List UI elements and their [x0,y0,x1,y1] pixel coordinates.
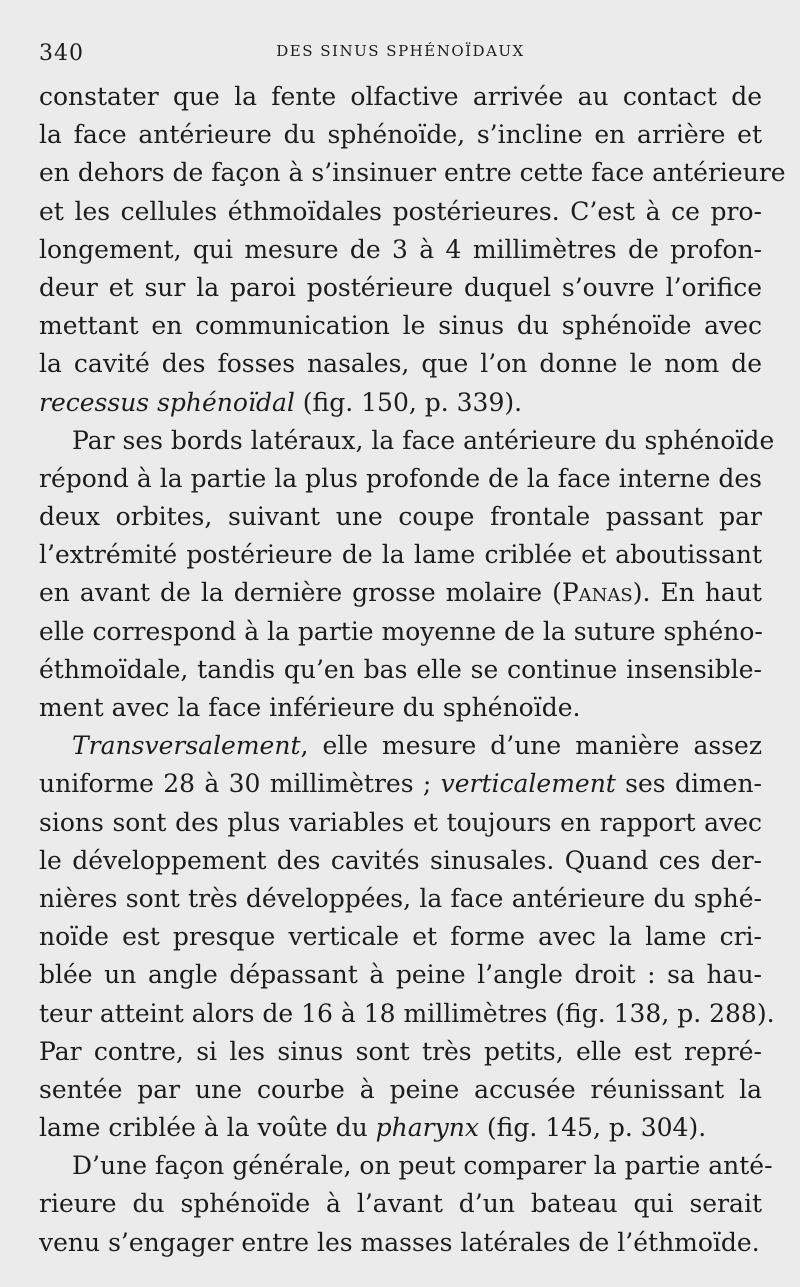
text-segment: longement, qui mesure de 3 à 4 millimètres de profon- [39,234,762,264]
text-line [39,1185,762,1223]
text-segment: teur atteint alors de 16 à 18 millimètres (fig. 138, p. 288). [39,998,775,1028]
italic-text: verticalement [440,769,616,799]
text-segment: deux orbites, suivant une coupe frontale passant par [39,502,762,532]
italic-text: pharynx [375,1113,479,1143]
text-line [39,498,762,536]
text-segment: répond à la partie la plus profonde de la face interne des [39,463,762,493]
text-line [39,307,762,345]
text-line [39,422,775,460]
text-segment: éthmoïdale, tandis qu’en bas elle se continue insensible- [39,654,762,684]
text-line [39,1033,762,1071]
text-segment: et les cellules éthmoïdales postérieures. C’est à ce pro- [39,196,762,226]
text-line [39,231,762,269]
text-line [39,1224,762,1262]
text-segment: la cavité des fosses nasales, que l’on donne le nom de [39,349,762,379]
text-line [39,613,762,651]
text-line [39,345,762,383]
text-segment: (fig. 150, p. 339). [294,387,523,417]
italic-text: recessus sphénoïdal [39,387,295,417]
text-segment: blée un angle dépassant à peine l’angle droit : sa hau- [39,960,762,990]
text-line [39,765,762,803]
text-line [39,1109,762,1147]
text-segment: mettant en communication le sinus du sphénoïde avec [39,311,762,341]
text-segment: constater que la fente olfactive arrivée au contact de [39,82,762,111]
text-segment: elle correspond à la partie moyenne de la suture sphéno- [39,616,763,646]
text-line [39,1071,762,1109]
running-title: DES SINUS SPHÉNOÏDAUX [276,42,525,60]
author-name: Panas [561,578,633,608]
text-line [39,880,762,918]
text-line [39,536,762,574]
text-line [39,727,762,765]
text-segment: , elle mesure d’une manière assez [300,731,762,761]
text-segment: Par contre, si les sinus sont très petits, elle est repré- [39,1036,762,1066]
text-segment: en dehors de façon à s’insinuer entre cette face antérieure [39,158,786,188]
text-line [39,574,762,612]
text-line [39,956,762,994]
text-segment: uniforme 28 à 30 millimètres ; [39,769,441,799]
italic-text: Transversalement [72,731,301,761]
text-segment: noïde est presque verticale et forme avec la lame cri- [39,922,762,952]
text-segment: la face antérieure du sphénoïde, s’incline en arrière et [39,120,762,150]
page-header [39,0,762,72]
page-number: 340 [39,41,84,66]
text-segment: ). En haut [632,578,762,608]
paragraph [39,1147,773,1262]
paragraph [39,78,786,422]
text-segment: rieure du sphénoïde à l’avant d’un bateau qui serait [39,1189,762,1219]
text-line [39,995,775,1033]
text-line [39,460,762,498]
body-text [39,78,786,1262]
text-segment: sentée par une courbe à peine accusée réunissant la [39,1074,762,1104]
text-segment: deur et sur la paroi postérieure duquel s’ouvre l’orifice [39,272,762,302]
text-line [39,918,762,956]
text-line [39,842,762,880]
text-segment: sions sont des plus variables et toujours en rapport avec [39,807,762,837]
paragraph [39,422,775,728]
text-segment: lame criblée à la voûte du [39,1113,376,1143]
text-segment: venu s’engager entre les masses latérales de l’éthmoïde. [39,1227,760,1257]
text-segment: en avant de la dernière grosse molaire ( [39,578,562,608]
text-segment: D’une façon générale, on peut comparer la partie anté- [72,1151,773,1181]
text-line [39,154,786,192]
text-segment: ses dimen- [615,769,762,799]
text-line [39,116,762,154]
text-line [39,651,762,689]
text-segment: (fig. 145, p. 304). [478,1113,707,1143]
text-segment: nières sont très développées, la face antérieure du sphé- [39,883,762,913]
text-line [39,1147,773,1185]
text-line [39,689,762,727]
text-segment: le développement des cavités sinusales. Quand ces der- [39,845,762,875]
text-line [39,384,762,422]
text-line [39,193,762,231]
text-line [39,804,762,842]
text-line [39,78,762,116]
text-segment: ment avec la face inférieure du sphénoïde. [39,693,581,722]
text-line [39,269,762,307]
text-segment: Par ses bords latéraux, la face antérieure du sphénoïde [72,425,775,455]
paragraph [39,727,775,1147]
text-segment: l’extrémité postérieure de la lame criblée et aboutissant [39,540,762,570]
